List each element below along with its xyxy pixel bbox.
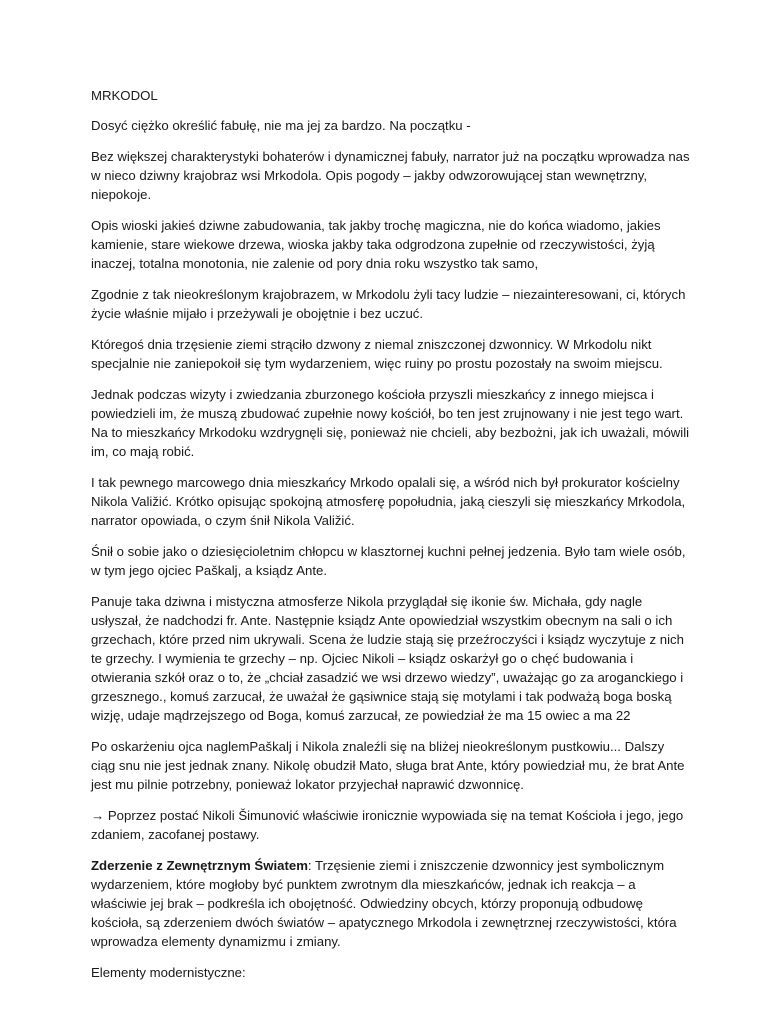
paragraph-12-text: : Trzęsienie ziemi i zniszczenie dzwonnicy jest symbolicznym wydarzeniem, które mogłoby być punktem zwrotnym dla mieszkańców, jednak ich reakcja – a właściwie jej brak – podkreśla ich obojętność. Odwiedziny obcych, którzy proponują odbudowę kościoła, są zderzeniem dwóch światów – apatycznego Mrkodola i zewnętrznej rzeczywistości, która wprowadza elementy dynamizmu i zmiany. (91, 858, 677, 949)
paragraph-3: Opis wioski jakieś dziwne zabudowania, tak jakby trochę magiczna, nie do końca wiadomo, jakies kamienie, stare wiekowe drzewa, wioska jakby taka odgrodzona zupełnie od rzeczywistości, żyją inaczej, totalna monotonia, nie zalenie od pory dnia roku wszystko tak samo, (91, 218, 661, 271)
paragraph-9: Panuje taka dziwna i mistyczna atmosferze Nikola przyglądał się ikonie św. Michała, gdy nagle usłyszał, że nadchodzi fr. Ante. Następnie ksiądz Ante opowiedział wszystkim obecnym na sali o ich grzechach, które przed nim ukrywali. Scena że ludzie stają się przeźroczyści i ksiądz wyczytuje z nich te grzechy. I wymienia te grzechy – np. Ojciec Nikoli – ksiądz oskarżył go o chęć budowania i otwierania szkół oraz o to, że „chciał zasadzić we wsi drzewo wiedzy”, uważając go za aroganckiego i grzesznego., komuś zarzucał, że uważał że gąsiwnice stają się motylami i tak podważą boga boską wizję, udaje mądrzejszego od Boga, komuś zarzucał, ze powiedział że ma 15 owiec a ma 22 (91, 594, 684, 723)
paragraph-5: Któregoś dnia trzęsienie ziemi strąciło dzwony z niemal zniszczonej dzwonnicy. W Mrkodolu nikt specjalnie nie zaniepokoił się tym wydarzeniem, więc ruiny po prostu pozostały na swoim miejscu. (91, 337, 663, 371)
paragraph-11: → Poprzez postać Nikoli Šimunović właściwie ironicznie wypowiada się na temat Kościoła i jego, jego zdaniem, zacofanej postawy. (91, 808, 684, 842)
paragraph-8: Śnił o sobie jako o dziesięcioletnim chłopcu w klasztornej kuchni pełnej jedzenia. Było tam wiele osób, w tym jego ojciec Paškalj, a ksiądz Ante. (91, 544, 686, 578)
paragraph-4: Zgodnie z tak nieokreślonym krajobrazem, w Mrkodolu żyli tacy ludzie – niezainteresowani, ci, których życie właśnie mijało i przeżywali je obojętnie i bez uczuć. (91, 287, 686, 321)
paragraph-10: Po oskarżeniu ojca naglemPaškalj i Nikola znaleźli się na bliżej nieokreślonym pustkowiu... Dalszy ciąg snu nie jest jednak znany. Nikolę obudził Mato, sługa brat Ante, który powiedział mu, że brat Ante jest mu pilnie potrzebny, ponieważ lokator przyjechał naprawić dzwonnicę. (91, 739, 685, 792)
paragraph-1: Dosyć ciężko określić fabułę, nie ma jej za bardzo. Na początku - (91, 118, 471, 133)
paragraph-13: Elementy modernistyczne: (91, 965, 246, 980)
paragraph-12 (91, 856, 691, 951)
document-title: MRKODOL (91, 88, 158, 103)
paragraph-2: Bez większej charakterystyki bohaterów i dynamicznej fabuły, narrator już na początku wprowadza nas w nieco dziwny krajobraz wsi Mrkodola. Opis pogody – jakby odwzorowującej stan wewnętrzny, niepokoje. (91, 149, 690, 202)
paragraph-6: Jednak podczas wizyty i zwiedzania zburzonego kościoła przyszli mieszkańcy z innego miejsca i powiedzieli im, że muszą zbudować zupełnie nowy kościół, bo ten jest zrujnowany i nie jest tego wart. Na to mieszkańcy Mrkodoku wzdrygnęli się, ponieważ nie chcieli, aby bezbożni, jak ich uważali, mówili im, co mają robić. (91, 387, 690, 459)
paragraph-7: I tak pewnego marcowego dnia mieszkańcy Mrkodo opalali się, a wśród nich był prokurator kościelny Nikola Valižić. Krótko opisując spokojną atmosferę popołudnia, jaką cieszyli się mieszkańcy Mrkodola, narrator opowiada, o czym śnił Nikola Valižić. (91, 475, 686, 528)
section-heading-inline: Zderzenie z Zewnętrznym Światem (91, 858, 308, 873)
